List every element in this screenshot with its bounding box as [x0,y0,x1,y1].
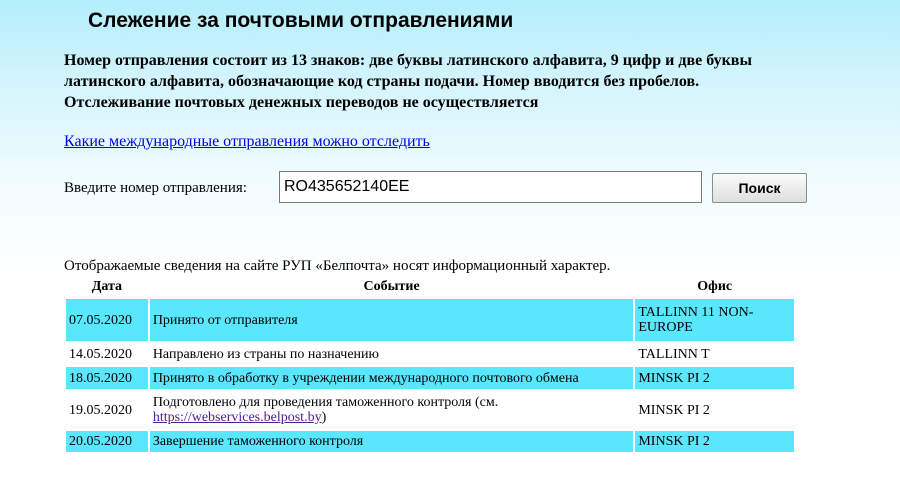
info-line-2: латинского алфавита, обозначающие код страны подачи. Номер вводится без пробелов. [64,73,700,90]
row-office: MINSK PI 2 [635,391,794,429]
row-event-suffix: ) [321,410,327,425]
tracking-number-input[interactable] [279,171,702,203]
table-header-row [66,277,794,297]
search-button[interactable]: Поиск [712,173,807,203]
row-date: 14.05.2020 [66,343,148,365]
row-date: 20.05.2020 [66,431,148,452]
row-event: Принято в обработку в учреждении международного почтового обмена [150,367,634,389]
customs-link[interactable]: https://webservices.belpost.by [152,410,322,425]
tracking-number-label: Введите номер отправления: [64,180,247,196]
row-date: 19.05.2020 [66,391,148,429]
info-line-3: Отслеживание почтовых денежных переводов не осуществляется [64,94,539,111]
info-line-1: Номер отправления состоит из 13 знаков: две буквы латинского алфавита, 9 цифр и две буквы [64,52,752,69]
disclaimer-text: Отображаемые сведения на сайте РУП «Белпочта» носят информационный характер. [64,258,611,274]
row-date: 18.05.2020 [66,367,148,389]
row-office: TALLINN 11 NON-EUROPE [635,299,794,341]
table-row [66,343,794,365]
row-event: Направлено из страны по назначению [150,343,634,365]
row-event [150,391,634,429]
page-title: Слежение за почтовыми отправлениями [88,9,514,32]
international-shipments-link[interactable]: Какие международные отправления можно отследить [64,133,430,150]
row-date: 07.05.2020 [66,299,148,341]
header-office: Офис [635,277,794,297]
row-office: MINSK PI 2 [635,367,794,389]
table-row [66,431,794,452]
row-office: MINSK PI 2 [635,431,794,452]
header-date: Дата [66,277,148,297]
tracking-number-info [64,50,864,113]
tracking-results-table [64,275,796,454]
row-office: TALLINN T [635,343,794,365]
row-event: Завершение таможенного контроля [150,431,634,452]
table-row [66,367,794,389]
row-event: Принято от отправителя [150,299,634,341]
table-row [66,391,794,429]
table-row [66,299,794,341]
header-event: Событие [150,277,634,297]
row-event-text: Подготовлено для проведения таможенного контроля (см. [152,395,499,410]
